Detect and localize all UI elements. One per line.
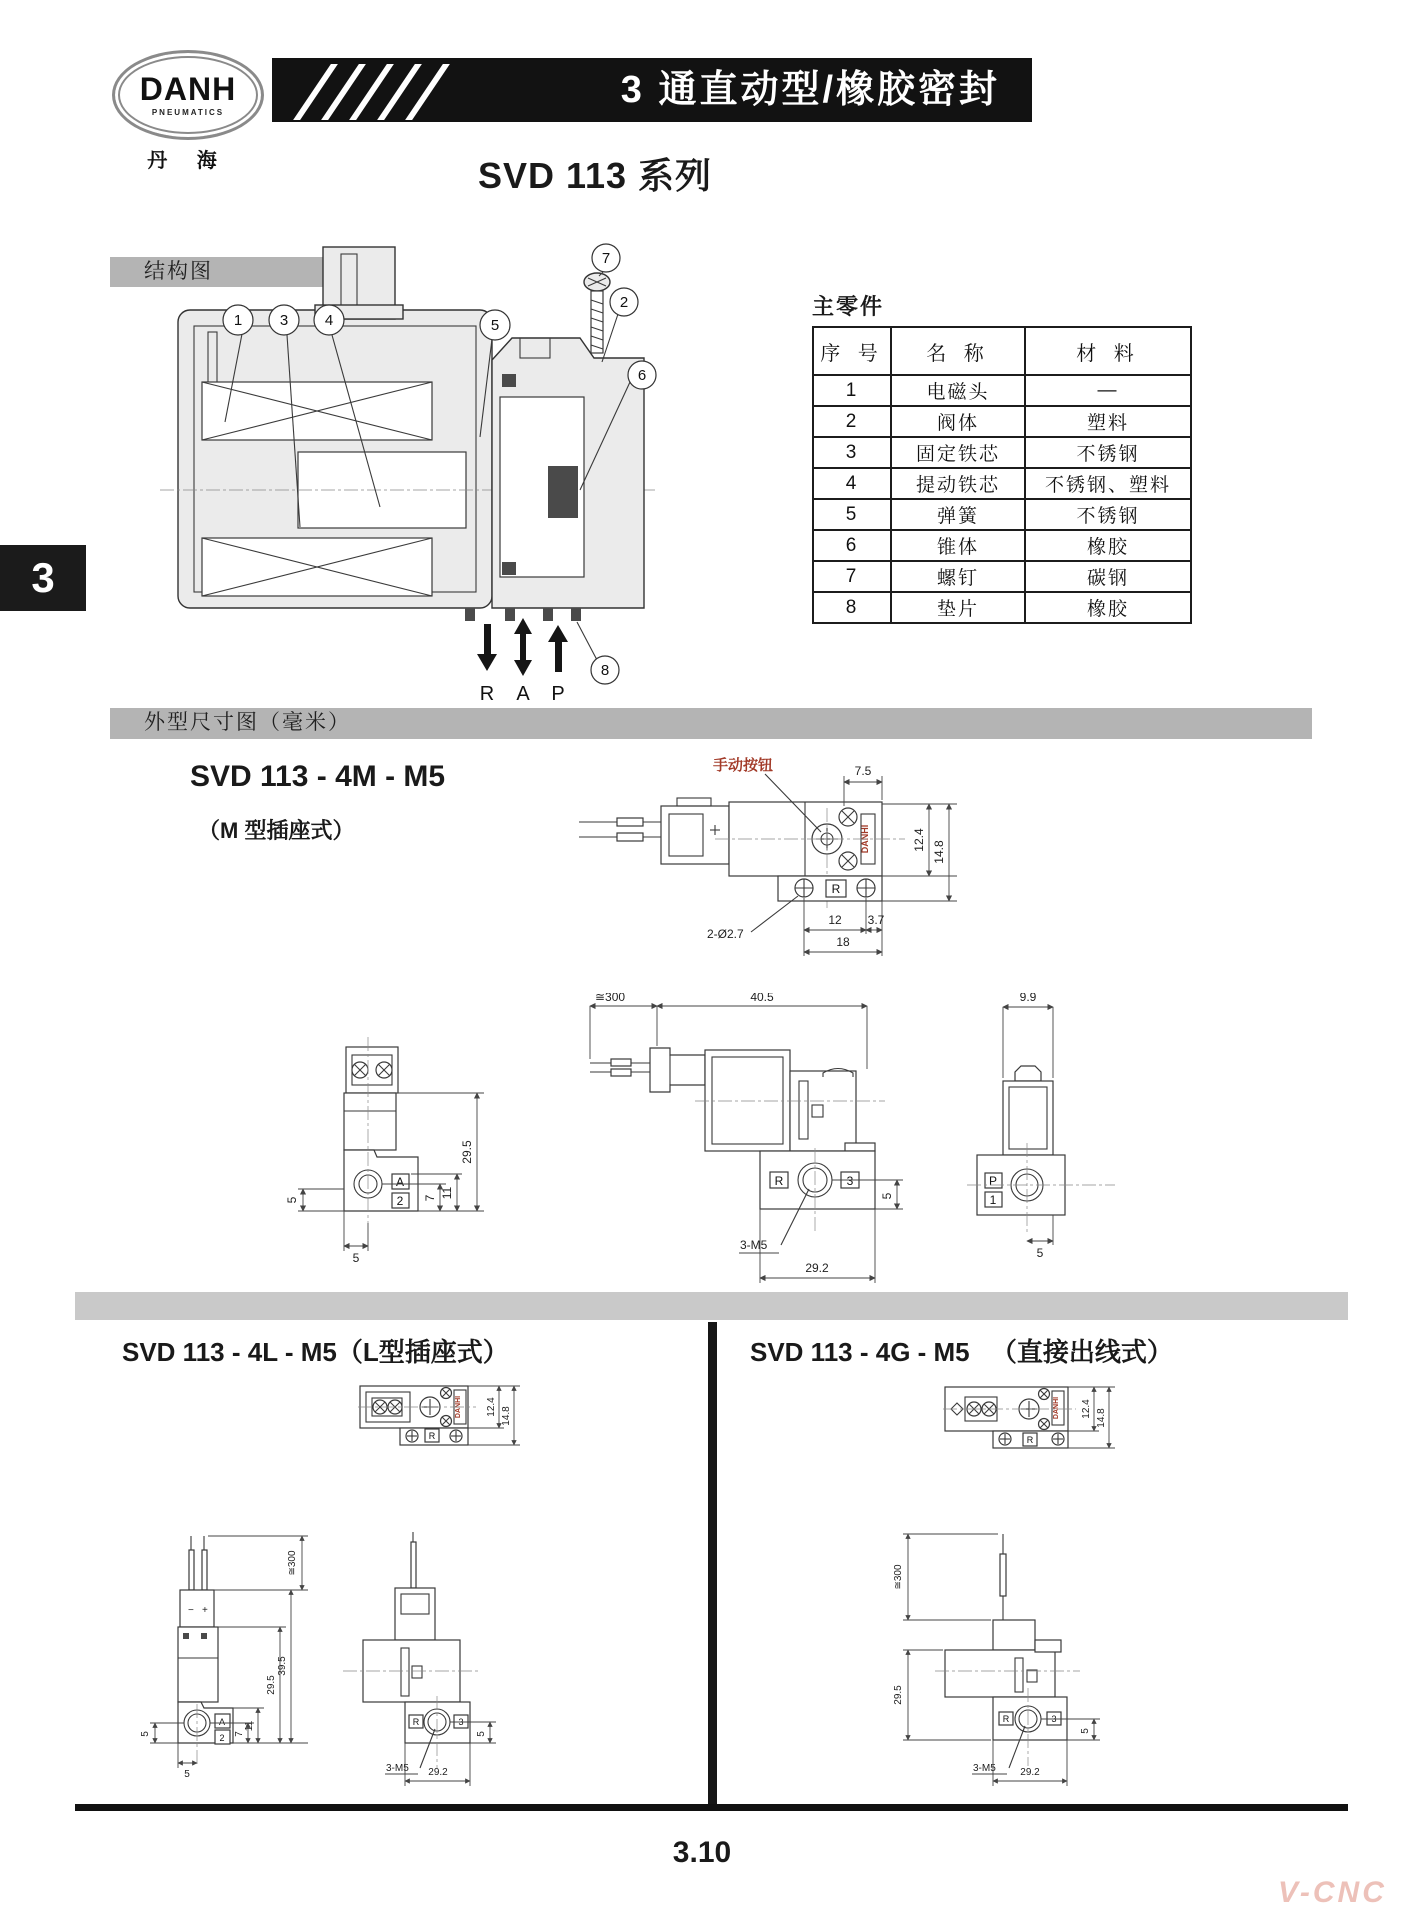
dim-39-5: 39.5 <box>277 1656 288 1676</box>
header-banner <box>272 58 1032 122</box>
model-l-top-view <box>358 1382 533 1454</box>
dim-29-2: 29.2 <box>428 1767 448 1778</box>
parts-table-title: 主零件 <box>812 294 885 319</box>
cell: 螺钉 <box>891 561 1025 592</box>
callout-3: 3 <box>279 312 289 329</box>
cell: 不锈钢、塑料 <box>1025 468 1191 499</box>
cell: 5 <box>813 499 891 530</box>
dim-14-8: 14.8 <box>1096 1408 1107 1428</box>
model-m-title: SVD 113 - 4M - M5 <box>190 760 446 793</box>
valve-base-side <box>967 1143 1115 1235</box>
table-row <box>813 499 1191 530</box>
dim-5-bottom: 5 <box>352 1251 360 1265</box>
table-row <box>813 561 1191 592</box>
cell: 锥体 <box>891 530 1025 561</box>
cell: 橡胶 <box>1025 530 1191 561</box>
table-row <box>813 375 1191 406</box>
callout-8: 8 <box>600 662 610 679</box>
dim-5-bottom: 5 <box>184 1769 190 1780</box>
dim-40-5: 40.5 <box>750 993 774 1004</box>
dim-14-8: 14.8 <box>501 1406 512 1426</box>
section-label-structure: 结构图 <box>110 257 337 287</box>
coil-side <box>1003 1066 1053 1155</box>
structure-diagram <box>150 242 670 708</box>
g-top-dims <box>1068 1387 1115 1448</box>
port-box-p: P <box>988 1174 998 1188</box>
dim-3-m5: 3-M5 <box>740 1238 768 1252</box>
port-label-a: A <box>516 683 530 705</box>
model-l-side-view <box>338 1528 523 1793</box>
cell: 6 <box>813 530 891 561</box>
footer-rule <box>75 1804 1348 1811</box>
lead-wires <box>590 1059 650 1076</box>
cell: 7 <box>813 561 891 592</box>
logo-chinese-name: 丹 海 <box>147 150 229 172</box>
dim-12: 12 <box>828 913 842 927</box>
callout-4: 4 <box>324 312 334 329</box>
port-box-3: 3 <box>1051 1714 1057 1724</box>
section-label-dimensions: 外型尺寸图（毫米） <box>110 708 1312 739</box>
manual-button-label: 手动按钮 <box>713 757 774 774</box>
parts-table <box>812 326 1192 624</box>
port-box-3: 3 <box>846 1174 854 1188</box>
col-header-no: 序 号 <box>813 327 891 375</box>
cell: 阀体 <box>891 406 1025 437</box>
callout-5: 5 <box>490 317 500 334</box>
dim-holes: 2-Ø2.7 <box>707 927 744 941</box>
l-body <box>178 1627 233 1766</box>
brand-label: DANHI <box>455 1395 462 1419</box>
callout-7: 7 <box>601 250 611 267</box>
dim-29-5: 29.5 <box>893 1685 904 1705</box>
l-top-body <box>358 1386 476 1445</box>
cell: 1 <box>813 375 891 406</box>
callout-1: 1 <box>233 312 243 329</box>
dim-5: 5 <box>880 1192 894 1200</box>
col-header-name: 名 称 <box>891 327 1025 375</box>
cell: 碳钢 <box>1025 561 1191 592</box>
cell: 提动铁芯 <box>891 468 1025 499</box>
page-number: 3.10 <box>672 1836 732 1869</box>
dim-3-m5: 3-M5 <box>973 1763 996 1774</box>
port-label-p: P <box>551 683 565 705</box>
dim-5-left: 5 <box>140 1731 151 1737</box>
banner-title: 3 通直动型/橡胶密封 <box>620 69 1000 111</box>
p-side-dims-bottom <box>1027 1215 1053 1260</box>
dim-14-8: 14.8 <box>932 840 946 864</box>
cell: 不锈钢 <box>1025 499 1191 530</box>
divider-band <box>75 1292 1348 1320</box>
port-box-a: A <box>395 1175 405 1189</box>
dim-3-m5: 3-M5 <box>386 1763 409 1774</box>
port-box-r: R <box>428 1431 436 1441</box>
table-row <box>813 468 1191 499</box>
table-row <box>813 592 1191 623</box>
model-g-title-row <box>750 1332 1173 1369</box>
m-plug <box>650 1048 705 1092</box>
port-label-r: R <box>479 683 495 705</box>
brand-label: DANHI <box>860 824 870 854</box>
model-m-side-view-a <box>270 1035 520 1280</box>
p-side-dims-top <box>1003 993 1053 1078</box>
l-pins <box>189 1536 207 1590</box>
cell: 弹簧 <box>891 499 1025 530</box>
dim-5-left: 5 <box>285 1196 299 1204</box>
port-box-r: R <box>831 882 841 896</box>
arrow-p-up <box>548 625 568 672</box>
cell: 3 <box>813 437 891 468</box>
callout-6: 6 <box>637 367 647 384</box>
cell: 8 <box>813 592 891 623</box>
port-box-2: 2 <box>219 1733 225 1743</box>
table-row <box>813 406 1191 437</box>
l-top-dims <box>468 1386 520 1445</box>
callout-2: 2 <box>619 294 629 311</box>
flow-arrows <box>477 618 568 705</box>
cell: 4 <box>813 468 891 499</box>
table-row <box>813 437 1191 468</box>
rubber-seal <box>548 466 578 518</box>
model-g-top-view <box>943 1382 1123 1454</box>
dim-29-2: 29.2 <box>1020 1767 1040 1778</box>
dim-wire-300: ≅300 <box>595 993 626 1004</box>
cell: 垫片 <box>891 592 1025 623</box>
dim-11: 11 <box>440 1186 454 1200</box>
col-header-material: 材 料 <box>1025 327 1191 375</box>
dim-7: 7 <box>423 1194 437 1202</box>
polarity-plus: + <box>202 1605 208 1616</box>
arrow-a-double <box>514 618 532 676</box>
port-box-r: R <box>1026 1435 1034 1445</box>
port-box-r: R <box>412 1717 420 1727</box>
dim-5: 5 <box>476 1731 487 1737</box>
port-box-3: 3 <box>458 1717 464 1727</box>
model-g-subtitle: （直接出线式） <box>990 1337 1173 1367</box>
dim-7: 7 <box>234 1731 245 1737</box>
cell: 橡胶 <box>1025 592 1191 623</box>
dim-12-4: 12.4 <box>486 1397 497 1417</box>
valve-body <box>492 338 647 608</box>
table-row <box>813 530 1191 561</box>
watermark: V-CNC <box>1278 1876 1387 1909</box>
l-connector <box>180 1590 214 1627</box>
table-header-row <box>813 327 1191 375</box>
dim-12-4: 12.4 <box>912 828 926 852</box>
g-wire <box>1000 1534 1006 1620</box>
arrow-r-down <box>477 624 497 671</box>
dim-wire-300: ≅300 <box>893 1564 904 1590</box>
cell: — <box>1025 375 1191 406</box>
dim-5: 5 <box>1080 1728 1091 1734</box>
port-box-a: A <box>218 1717 226 1727</box>
cell: 2 <box>813 406 891 437</box>
lead-wires <box>579 818 661 841</box>
dim-29-2: 29.2 <box>805 1261 829 1275</box>
company-logo <box>112 50 264 140</box>
logo-text: DANH <box>139 71 237 107</box>
cell: 电磁头 <box>891 375 1025 406</box>
model-m-front-view <box>575 993 1015 1291</box>
port-box-r: R <box>1002 1714 1010 1724</box>
cell: 塑料 <box>1025 406 1191 437</box>
dim-18: 18 <box>836 935 850 949</box>
brand-label: DANHI <box>1053 1396 1060 1420</box>
model-g-front-view <box>865 1528 1120 1793</box>
dim-29-5: 29.5 <box>266 1675 277 1695</box>
port-box-2: 2 <box>396 1194 404 1208</box>
dim-5: 5 <box>1036 1246 1044 1260</box>
dim-29-5: 29.5 <box>460 1140 474 1164</box>
polarity-minus: − <box>188 1605 194 1616</box>
dim-11: 11 <box>244 1720 255 1732</box>
dim-wire-300: ≅300 <box>287 1550 298 1576</box>
model-l-title: SVD 113 - 4L - M5（L型插座式） <box>122 1337 509 1367</box>
coil-body <box>705 1050 790 1151</box>
cell: 固定铁芯 <box>891 437 1025 468</box>
g-top-body <box>943 1387 1076 1448</box>
m-connector <box>661 798 729 864</box>
model-m-subtitle: （M 型插座式） <box>198 818 355 843</box>
dim-3-7: 3.7 <box>867 913 885 927</box>
chapter-tab: 3 <box>0 545 86 611</box>
vertical-divider <box>708 1322 717 1805</box>
dim-12-4: 12.4 <box>1081 1399 1092 1419</box>
connector-block <box>346 1047 398 1093</box>
g-body <box>935 1620 1080 1766</box>
dim-9-9: 9.9 <box>1019 993 1037 1004</box>
valve-head <box>790 1069 856 1152</box>
model-m-top-view <box>565 748 985 998</box>
mounting-flange <box>778 876 882 901</box>
model-l-front-view <box>128 1528 323 1780</box>
model-m-side-view-p <box>965 993 1125 1283</box>
port-box-1: 1 <box>989 1193 997 1207</box>
l-side-body <box>343 1532 478 1768</box>
port-box-r: R <box>774 1174 784 1188</box>
logo-subtext: PNEUMATICS <box>151 108 225 117</box>
series-title: SVD 113 系列 <box>477 155 713 196</box>
cell: 不锈钢 <box>1025 437 1191 468</box>
dim-7-5: 7.5 <box>854 764 872 778</box>
screw <box>584 273 610 353</box>
model-g-title: SVD 113 - 4G - M5 <box>750 1337 970 1367</box>
